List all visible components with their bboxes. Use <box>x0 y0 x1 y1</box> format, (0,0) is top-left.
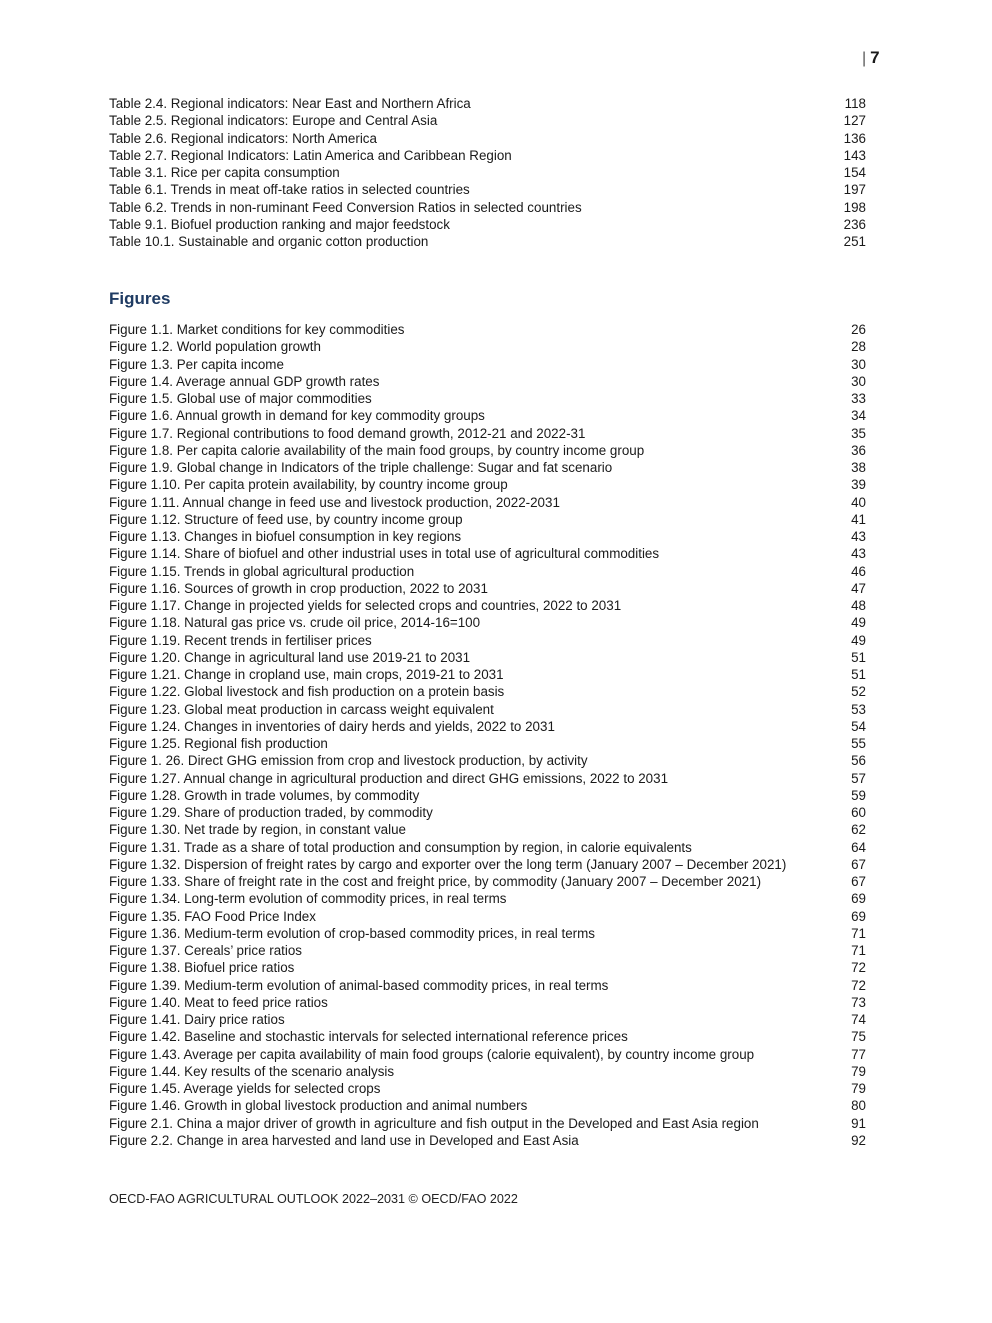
figure-entry-page: 56 <box>851 753 866 769</box>
table-entry-title: Table 10.1. Sustainable and organic cotton production <box>109 234 429 249</box>
figure-entry[interactable] <box>109 407 866 424</box>
figure-entry[interactable] <box>109 804 866 821</box>
table-entry-page: 143 <box>843 147 866 163</box>
figure-entry-title: Figure 1.41. Dairy price ratios <box>109 1012 285 1027</box>
page-number-value: 7 <box>870 48 880 67</box>
table-entry-title: Table 9.1. Biofuel production ranking and major feedstock <box>109 216 450 232</box>
figure-entry-title: Figure 1.38. Biofuel price ratios <box>109 960 295 976</box>
page-number: | 7 <box>862 48 880 67</box>
figure-entry-page: 62 <box>851 822 866 838</box>
figure-entry-page: 54 <box>851 718 866 734</box>
figure-entry-page: 39 <box>851 477 866 493</box>
figures-heading: Figures <box>109 289 171 308</box>
table-entry-page: 127 <box>843 113 866 129</box>
figure-entry-title: Figure 1.30. Net trade by region, in constant value <box>109 822 407 838</box>
figure-entry[interactable] <box>109 752 866 769</box>
figure-entry-page: 41 <box>851 511 866 527</box>
figure-entry-page: 43 <box>851 529 866 544</box>
figure-entry-title: Figure 1.9. Global change in Indicators of the triple challenge: Sugar and fat scenario <box>109 460 613 475</box>
figure-entry-title: Figure 1.28. Growth in trade volumes, by commodity <box>109 787 420 803</box>
figure-entry[interactable] <box>109 511 866 528</box>
table-entry-title: Table 2.7. Regional Indicators: Latin America and Caribbean Region <box>109 147 512 163</box>
figure-entry[interactable] <box>109 632 866 649</box>
figure-entry[interactable] <box>109 873 866 890</box>
figure-entry-page: 92 <box>851 1132 866 1148</box>
figure-entry-title: Figure 1.19. Recent trends in fertiliser prices <box>109 632 372 648</box>
figure-entry[interactable] <box>109 856 866 873</box>
figure-entry[interactable] <box>109 545 866 562</box>
figure-entry[interactable] <box>109 959 866 976</box>
figure-entry-title: Figure 1.39. Medium-term evolution of animal-based commodity prices, in real terms <box>109 977 609 993</box>
figure-entry[interactable] <box>109 1046 866 1063</box>
figure-entry-title: Figure 1.43. Average per capita availability of main food groups (calorie equivalent), by country income group <box>109 1046 755 1062</box>
figure-entry-title: Figure 1.45. Average yields for selected crops <box>109 1081 381 1096</box>
figure-entry-page: 69 <box>851 891 866 907</box>
figure-entry-title: Figure 1.11. Annual change in feed use and livestock production, 2022-2031 <box>109 494 560 510</box>
figure-entry[interactable] <box>109 563 866 580</box>
table-entry-page: 136 <box>843 130 866 146</box>
figure-entry-page: 72 <box>851 977 866 993</box>
figure-entry-page: 47 <box>851 580 866 596</box>
figure-entry-page: 49 <box>851 615 866 631</box>
figure-entry-title: Figure 1.13. Changes in biofuel consumption in key regions <box>109 529 462 544</box>
figure-entry[interactable] <box>109 494 866 511</box>
figure-entry-page: 51 <box>851 649 866 665</box>
figure-entry-title: Figure 1.32. Dispersion of freight rates by cargo and exporter over the long term (January 2007 – December 2021) <box>109 856 787 872</box>
figure-entry-page: 48 <box>851 598 866 613</box>
figures-list <box>109 321 866 1149</box>
figure-entry-title: Figure 1.27. Annual change in agricultural production and direct GHG emissions, 2022 to 2031 <box>109 770 669 786</box>
figure-entry-page: 40 <box>851 494 866 510</box>
figure-entry-page: 34 <box>851 408 866 424</box>
figure-entry[interactable] <box>109 977 866 994</box>
figure-entry-title: Figure 1.23. Global meat production in carcass weight equivalent <box>109 701 494 717</box>
figure-entry-page: 35 <box>851 425 866 441</box>
figure-entry-page: 49 <box>851 632 866 648</box>
figure-entry-title: Figure 1.2. World population growth <box>109 339 321 355</box>
figure-entry-page: 64 <box>851 839 866 855</box>
figure-entry-title: Figure 1.44. Key results of the scenario analysis <box>109 1063 395 1079</box>
figure-entry-title: Figure 1.10. Per capita protein availability, by country income group <box>109 477 508 493</box>
figure-entry[interactable] <box>109 1080 866 1097</box>
figure-entry-title: Figure 1.8. Per capita calorie availability of the main food groups, by country income group <box>109 442 645 458</box>
table-entry[interactable] <box>109 216 866 233</box>
figure-entry[interactable] <box>109 528 866 545</box>
figure-entry-title: Figure 1.12. Structure of feed use, by country income group <box>109 511 463 527</box>
figure-entry-title: Figure 1.36. Medium-term evolution of crop-based commodity prices, in real terms <box>109 925 595 941</box>
figure-entry-title: Figure 1.3. Per capita income <box>109 356 284 372</box>
figure-entry-page: 55 <box>851 736 866 751</box>
table-entry[interactable] <box>109 112 866 129</box>
figure-entry[interactable] <box>109 683 866 700</box>
figure-entry-title: Figure 1.14. Share of biofuel and other industrial uses in total use of agricultural commodities <box>109 546 660 562</box>
figure-entry-title: Figure 1.1. Market conditions for key commodities <box>109 322 405 337</box>
figure-entry[interactable] <box>109 425 866 442</box>
figure-entry-page: 51 <box>851 667 866 682</box>
table-entry-title: Table 2.6. Regional indicators: North America <box>109 130 377 146</box>
table-entry-page: 236 <box>843 216 866 232</box>
figure-entry[interactable] <box>109 666 866 683</box>
figure-entry[interactable] <box>109 1028 866 1045</box>
figure-entry-title: Figure 1.20. Change in agricultural land use 2019-21 to 2031 <box>109 649 471 665</box>
table-entry-title: Table 3.1. Rice per capita consumption <box>109 165 340 180</box>
figure-entry[interactable] <box>109 614 866 631</box>
figure-entry[interactable] <box>109 821 866 838</box>
figure-entry[interactable] <box>109 321 866 338</box>
figure-entry-page: 38 <box>851 460 866 475</box>
figure-entry-page: 69 <box>851 908 866 924</box>
figure-entry-title: Figure 1.25. Regional fish production <box>109 736 328 751</box>
figure-entry-title: Figure 1. 26. Direct GHG emission from crop and livestock production, by activity <box>109 753 588 769</box>
figure-entry-title: Figure 2.2. Change in area harvested and land use in Developed and East Asia <box>109 1132 579 1148</box>
table-entry-title: Table 2.5. Regional indicators: Europe and Central Asia <box>109 113 438 129</box>
figure-entry-title: Figure 1.35. FAO Food Price Index <box>109 908 316 924</box>
figure-entry-page: 71 <box>851 943 866 958</box>
figure-entry-page: 67 <box>851 874 866 889</box>
figure-entry-title: Figure 1.4. Average annual GDP growth rates <box>109 373 380 389</box>
figure-entry[interactable] <box>109 925 866 942</box>
figure-entry-page: 46 <box>851 563 866 579</box>
figure-entry[interactable] <box>109 839 866 856</box>
table-entry[interactable] <box>109 233 866 250</box>
figure-entry-title: Figure 1.21. Change in cropland use, main crops, 2019-21 to 2031 <box>109 667 504 682</box>
footer: OECD-FAO AGRICULTURAL OUTLOOK 2022–2031 © OECD/FAO 2022 <box>109 1192 518 1206</box>
table-entry-page: 197 <box>843 182 866 198</box>
table-entry[interactable] <box>109 95 866 112</box>
figure-entry-page: 74 <box>851 1012 866 1027</box>
figure-entry-page: 71 <box>851 925 866 941</box>
table-entry[interactable] <box>109 181 866 198</box>
figure-entry-title: Figure 1.37. Cereals’ price ratios <box>109 943 303 958</box>
figure-entry[interactable] <box>109 890 866 907</box>
figure-entry-page: 36 <box>851 442 866 458</box>
figure-entry-page: 53 <box>851 701 866 717</box>
figure-entry[interactable] <box>109 908 866 925</box>
figure-entry-page: 52 <box>851 684 866 700</box>
figure-entry[interactable] <box>109 338 866 355</box>
figure-entry[interactable] <box>109 649 866 666</box>
figure-entry[interactable] <box>109 390 866 407</box>
figure-entry-title: Figure 1.15. Trends in global agricultural production <box>109 563 415 579</box>
figure-entry[interactable] <box>109 442 866 459</box>
table-entry-title: Table 6.2. Trends in non-ruminant Feed Conversion Ratios in selected countries <box>109 199 582 215</box>
figure-entry-page: 91 <box>851 1115 866 1131</box>
figure-entry[interactable] <box>109 1011 866 1028</box>
figure-entry-title: Figure 1.6. Annual growth in demand for key commodity groups <box>109 408 485 424</box>
figure-entry[interactable] <box>109 1132 866 1149</box>
figure-entry-page: 80 <box>851 1098 866 1114</box>
figure-entry[interactable] <box>109 476 866 493</box>
figure-entry-page: 28 <box>851 339 866 355</box>
figure-entry-title: Figure 1.46. Growth in global livestock production and animal numbers <box>109 1098 528 1114</box>
table-entry-title: Table 2.4. Regional indicators: Near East and Northern Africa <box>109 96 471 111</box>
figure-entry-page: 26 <box>851 322 866 337</box>
figure-entry-title: Figure 1.22. Global livestock and fish production on a protein basis <box>109 684 505 700</box>
figure-entry-title: Figure 1.17. Change in projected yields for selected crops and countries, 2022 to 2031 <box>109 598 622 613</box>
table-entry-page: 118 <box>844 96 866 111</box>
figure-entry[interactable] <box>109 770 866 787</box>
figure-entry-page: 73 <box>851 994 866 1010</box>
figure-entry[interactable] <box>109 459 866 476</box>
figure-entry[interactable] <box>109 994 866 1011</box>
table-entry-title: Table 6.1. Trends in meat off-take ratios in selected countries <box>109 182 470 198</box>
figure-entry[interactable] <box>109 1115 866 1132</box>
figure-entry[interactable] <box>109 1097 866 1114</box>
figure-entry-title: Figure 1.18. Natural gas price vs. crude oil price, 2014-16=100 <box>109 615 481 631</box>
figure-entry-page: 67 <box>851 856 866 872</box>
figure-entry-title: Figure 1.40. Meat to feed price ratios <box>109 994 328 1010</box>
figure-entry[interactable] <box>109 942 866 959</box>
figure-entry-page: 57 <box>851 770 866 786</box>
table-entry-page: 198 <box>843 199 866 215</box>
figure-entry[interactable] <box>109 701 866 718</box>
figure-entry-page: 75 <box>851 1029 866 1045</box>
figure-entry[interactable] <box>109 1063 866 1080</box>
figure-entry-page: 79 <box>851 1081 866 1096</box>
table-entry-page: 154 <box>843 165 866 180</box>
figure-entry-title: Figure 1.5. Global use of major commodities <box>109 391 372 406</box>
table-entry[interactable] <box>109 164 866 181</box>
figure-entry-title: Figure 1.34. Long-term evolution of commodity prices, in real terms <box>109 891 507 907</box>
figure-entry[interactable] <box>109 597 866 614</box>
figure-entry-title: Figure 1.33. Share of freight rate in the cost and freight price, by commodity (January 2007 – December 2021) <box>109 874 762 889</box>
figure-entry-title: Figure 1.24. Changes in inventories of dairy herds and yields, 2022 to 2031 <box>109 718 555 734</box>
table-entry[interactable] <box>109 130 866 147</box>
figure-entry-page: 77 <box>851 1046 866 1062</box>
figure-entry[interactable] <box>109 580 866 597</box>
figure-entry[interactable] <box>109 735 866 752</box>
figure-entry[interactable] <box>109 356 866 373</box>
figure-entry[interactable] <box>109 373 866 390</box>
tables-list <box>109 95 866 250</box>
figure-entry-title: Figure 1.7. Regional contributions to food demand growth, 2012-21 and 2022-31 <box>109 425 586 441</box>
figure-entry[interactable] <box>109 718 866 735</box>
figure-entry-title: Figure 2.1. China a major driver of growth in agriculture and fish output in the Developed and East Asia region <box>109 1115 759 1131</box>
figure-entry-page: 30 <box>851 356 866 372</box>
table-entry-page: 251 <box>843 234 866 249</box>
figure-entry-page: 60 <box>851 805 866 820</box>
figure-entry-page: 33 <box>851 391 866 406</box>
table-entry[interactable] <box>109 147 866 164</box>
figure-entry-page: 30 <box>851 373 866 389</box>
figure-entry-title: Figure 1.42. Baseline and stochastic intervals for selected international reference prices <box>109 1029 628 1045</box>
figure-entry-page: 59 <box>851 787 866 803</box>
figure-entry-page: 72 <box>851 960 866 976</box>
figure-entry-title: Figure 1.16. Sources of growth in crop production, 2022 to 2031 <box>109 580 488 596</box>
figure-entry[interactable] <box>109 787 866 804</box>
figure-entry-page: 79 <box>851 1063 866 1079</box>
figure-entry-title: Figure 1.31. Trade as a share of total production and consumption by region, in calorie equivalents <box>109 839 692 855</box>
figure-entry-page: 43 <box>851 546 866 562</box>
table-entry[interactable] <box>109 199 866 216</box>
figure-entry-title: Figure 1.29. Share of production traded, by commodity <box>109 805 433 820</box>
